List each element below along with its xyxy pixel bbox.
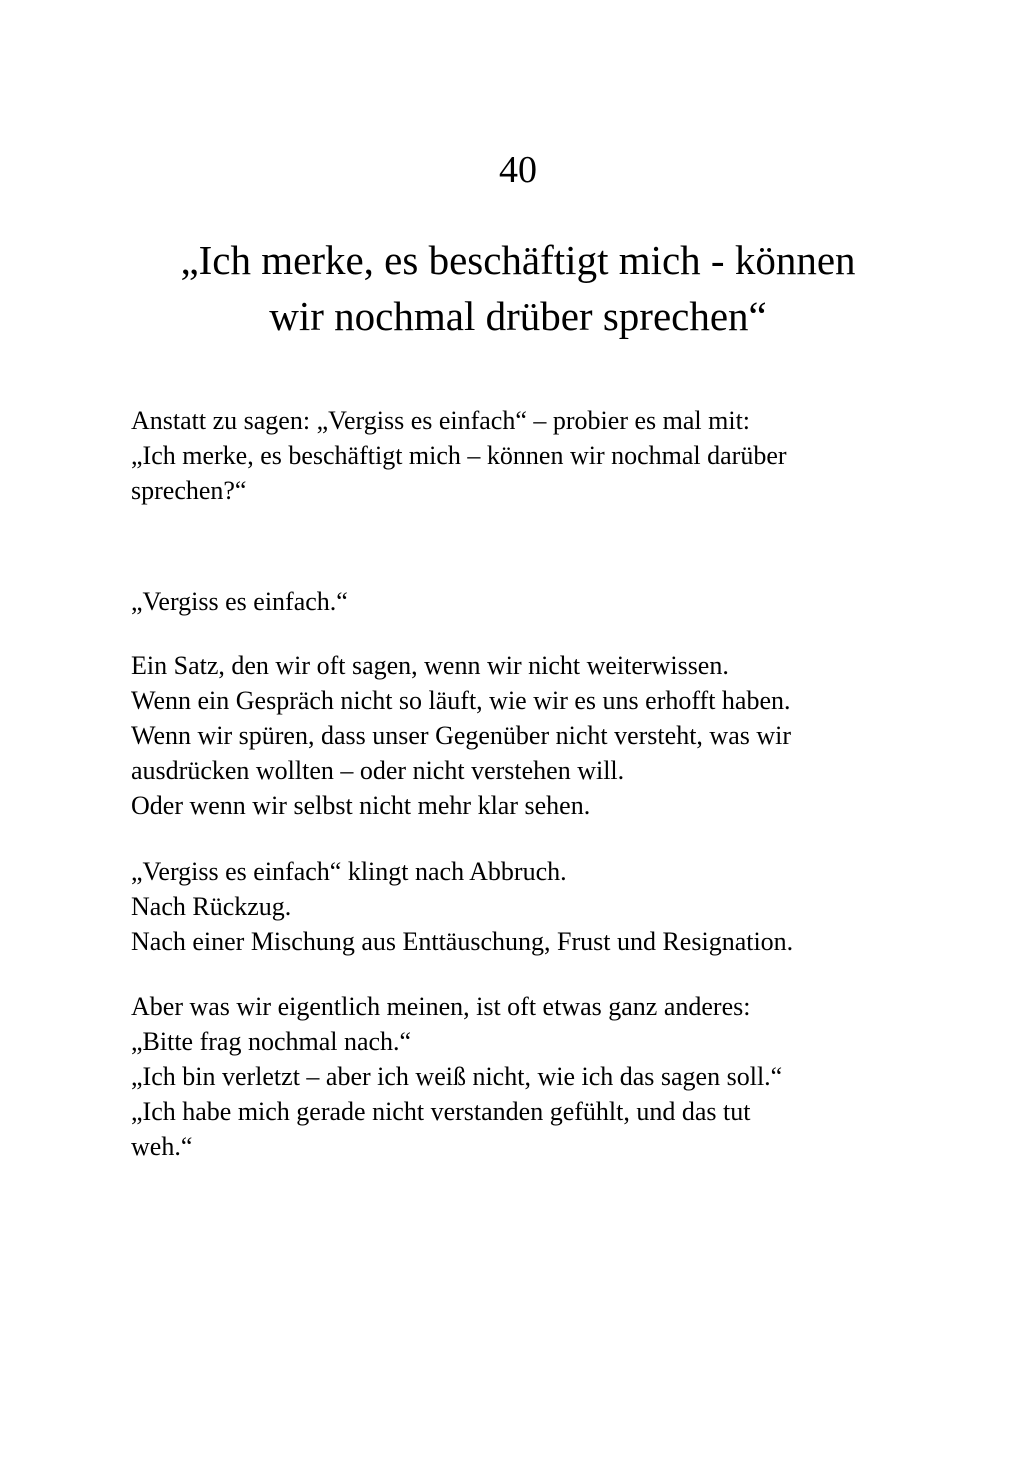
paragraph-2 [131, 854, 951, 959]
text-line: Nach einer Mischung aus Enttäuschung, Frust und Resignation. [131, 927, 794, 956]
text-line: Oder wenn wir selbst nicht mehr klar sehen. [131, 791, 591, 820]
text-line: Ein Satz, den wir oft sagen, wenn wir nicht weiterwissen. [131, 651, 729, 680]
text-line: ausdrücken wollten – oder nicht verstehen will. [131, 756, 625, 785]
text-line: „Ich habe mich gerade nicht verstanden gefühlt, und das tut [131, 1097, 751, 1126]
paragraph-3 [131, 989, 951, 1164]
text-line: „Ich bin verletzt – aber ich weiß nicht, wie ich das sagen soll.“ [131, 1062, 783, 1091]
quote-line [131, 584, 951, 619]
chapter-title [60, 232, 976, 344]
text-line: sprechen?“ [131, 476, 247, 505]
text-line: Aber was wir eigentlich meinen, ist oft etwas ganz anderes: [131, 992, 751, 1021]
text-line: „Bitte frag nochmal nach.“ [131, 1027, 412, 1056]
chapter-title-line: wir nochmal drüber sprechen“ [269, 293, 767, 339]
page-number: 40 [499, 149, 537, 191]
text-line: Anstatt zu sagen: „Vergiss es einfach“ – probier es mal mit: [131, 406, 751, 435]
text-line: „Ich merke, es beschäftigt mich – können wir nochmal darüber [131, 441, 787, 470]
text-line: Nach Rückzug. [131, 892, 292, 921]
text-line: „Vergiss es einfach“ klingt nach Abbruch. [131, 857, 567, 886]
text-line: Wenn wir spüren, dass unser Gegenüber nicht versteht, was wir [131, 721, 792, 750]
intro-paragraph [131, 403, 951, 508]
chapter-title-line: „Ich merke, es beschäftigt mich - können [180, 237, 856, 283]
text-line: weh.“ [131, 1132, 193, 1161]
text-line: „Vergiss es einfach.“ [131, 587, 348, 616]
text-line: Wenn ein Gespräch nicht so läuft, wie wir es uns erhofft haben. [131, 686, 791, 715]
paragraph-1 [131, 648, 951, 823]
